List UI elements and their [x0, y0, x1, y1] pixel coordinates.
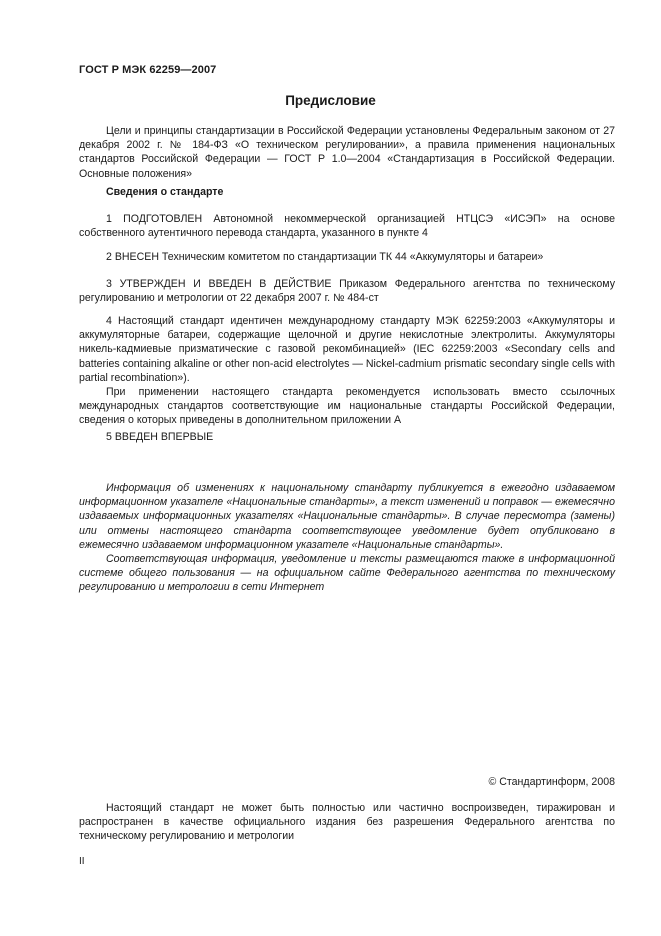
- item-3: [79, 277, 615, 305]
- item-1: [79, 212, 615, 240]
- document-header: ГОСТ Р МЭК 62259—2007: [79, 64, 217, 76]
- section-heading-block: [79, 185, 615, 199]
- info-block: [79, 481, 615, 595]
- copyright-notice: © Стандартинформ, 2008: [488, 776, 615, 788]
- item-1-text: 1 ПОДГОТОВЛЕН Автономной некоммерческой организацией НТЦСЭ «ИСЭП» на основе собственного аутентичного перевода стандарта, указанного в пункте 4: [79, 213, 615, 240]
- page-title: Предисловие: [285, 93, 376, 108]
- item-2-text: 2 ВНЕСЕН Техническим комитетом по стандартизации ТК 44 «Аккумуляторы и батареи»: [106, 251, 544, 263]
- intro-paragraph: [79, 124, 615, 181]
- footer-notice-block: [79, 801, 615, 844]
- item-4-note: При применении настоящего стандарта рекомендуется использовать вместо ссылочных международных стандартов соответствующие им национальные стандарты Российской Федерации, сведения о которых приведены в дополнительном приложении А: [79, 386, 615, 427]
- item-4-text: 4 Настоящий стандарт идентичен международному стандарту МЭК 62259:2003 «Аккумуляторы и аккумуляторные батареи, содержащие щелочной и другие некислотные электролиты. Аккумуляторы никель-кадмиевые призматические с газовой рекомбинацией» (IEC 62259:2003 «Secondary cells and batteries containing alkaline or other non-acid electrolytes — Nickel-cadmium prismatic secondary single cells with partial recombination»).: [79, 315, 615, 384]
- intro-text: Цели и принципы стандартизации в Российской Федерации установлены Федеральным законом от 27 декабря 2002 г. № 184-ФЗ «О техническом регулировании», а правила применения национальных стандартов Российской Федерации — ГОСТ Р 1.0—2004 «Стандартизация в Российской Федерации. Основные положения»: [79, 125, 615, 180]
- footer-notice: Настоящий стандарт не может быть полностью или частично воспроизведен, тиражирован и распространен в качестве официального издания без разрешения Федерального агентства по техническому регулированию и метрологии: [79, 802, 615, 843]
- item-5: [79, 430, 615, 444]
- item-4: [79, 314, 615, 428]
- item-2: [79, 250, 615, 264]
- page-number: II: [79, 856, 85, 867]
- item-3-text: 3 УТВЕРЖДЕН И ВВЕДЕН В ДЕЙСТВИЕ Приказом Федерального агентства по техническому регулированию и метрологии от 22 декабря 2007 г. № 484-ст: [79, 278, 615, 305]
- info-paragraph-1: Информация об изменениях к национальному стандарту публикуется в ежегодно издаваемом информационном указателе «Национальные стандарты», а текст изменений и поправок — ежемесячно издаваемых информационных указателях «Национальные стандарты». В случае пересмотра (замены) или отмены настоящего стандарта соответствующее уведомление будет опубликовано в ежемесячно издаваемом информационном указателе «Национальные стандарты».: [79, 482, 615, 551]
- section-heading: Сведения о стандарте: [106, 186, 224, 198]
- info-paragraph-2: Соответствующая информация, уведомление и тексты размещаются также в информационной системе общего пользования — на официальном сайте Федерального агентства по техническому регулированию и метрологии в сети Интернет: [79, 553, 615, 594]
- item-5-text: 5 ВВЕДЕН ВПЕРВЫЕ: [106, 431, 214, 443]
